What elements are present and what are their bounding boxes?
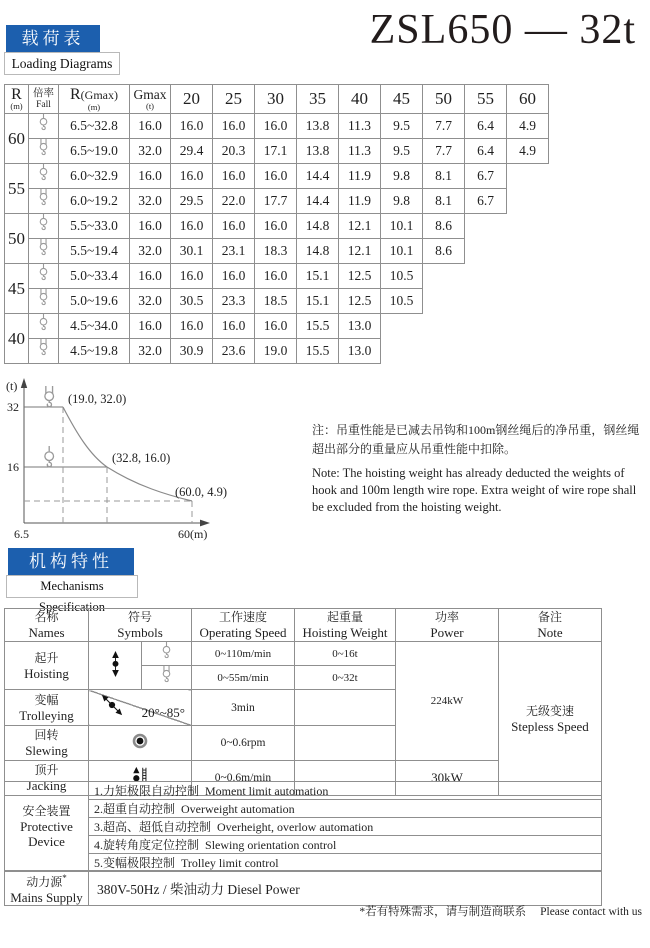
protective-row — [5, 818, 602, 836]
point-label-2: (32.8, 16.0) — [112, 451, 171, 465]
gmax-cell: 16.0 — [130, 314, 171, 339]
range-cell: 5.0~19.6 — [59, 289, 130, 314]
fall-cell — [29, 339, 59, 364]
fall-2-icon — [38, 264, 49, 284]
fall-2-icon — [38, 214, 49, 234]
value-cell: 8.6 — [423, 214, 465, 239]
value-cell: 8.1 — [423, 164, 465, 189]
col-header-20: 20 — [171, 85, 213, 114]
fall-cell — [29, 314, 59, 339]
value-cell: 8.1 — [423, 189, 465, 214]
radius-cell-55: 55 — [5, 164, 29, 214]
value-cell: 23.3 — [213, 289, 255, 314]
section-loading-title-cn: 载荷表 — [6, 25, 100, 52]
value-cell: 17.7 — [255, 189, 297, 214]
range-cell: 5.0~33.4 — [59, 264, 130, 289]
col-header-30: 30 — [255, 85, 297, 114]
jacking-power: 30kW — [396, 761, 499, 796]
footnote — [359, 903, 642, 919]
mech-header-row — [5, 609, 602, 642]
fall-4-icon — [161, 666, 172, 686]
protective-label-cell: 安全装置 Protective Device — [5, 782, 89, 872]
note-chinese: 注：吊重性能是已减去吊钩和100m钢丝绳后的净吊重，钢丝绳超出部分的重量应从吊重性能中扣除。 — [312, 423, 640, 456]
slewing-icon — [131, 732, 149, 750]
value-cell: 11.9 — [339, 189, 381, 214]
fall-4-icon — [38, 189, 49, 209]
note-english: Note: The hoisting weight has already deducted the weights of hook and 100m length wire rope. Extra weight of wire rope shall be excluded from the hoisting weight. — [312, 466, 637, 514]
trolleying-angle-label: 20°~85° — [141, 705, 185, 720]
value-cell: 14.8 — [297, 239, 339, 264]
value-cell: 13.8 — [297, 114, 339, 139]
col-header-55: 55 — [465, 85, 507, 114]
fall-cell — [29, 164, 59, 189]
value-cell: 9.8 — [381, 164, 423, 189]
protective-item-5: 5.变幅极限控制 Trolley limit control — [89, 854, 602, 872]
protective-row — [5, 782, 602, 800]
fall-cell — [29, 139, 59, 164]
fall-4-icon — [38, 239, 49, 259]
fall-cell — [29, 189, 59, 214]
fall-2-icon — [38, 314, 49, 334]
value-cell: 10.1 — [381, 239, 423, 264]
radius-cell-60: 60 — [5, 114, 29, 164]
value-cell: 4.9 — [507, 114, 549, 139]
value-cell: 4.9 — [507, 139, 549, 164]
y-axis-arrow-icon — [21, 378, 27, 388]
hoisting-arrows-icon — [109, 651, 122, 677]
mains-value: 380V-50Hz / 柴油动力 Diesel Power — [89, 871, 602, 906]
value-cell: 6.7 — [465, 189, 507, 214]
value-cell: 16.0 — [213, 314, 255, 339]
section-mechanisms-title-en: Mechanisms Specification — [6, 575, 138, 598]
value-cell: 29.4 — [171, 139, 213, 164]
jacking-speed: 0~0.6m/min — [192, 761, 295, 796]
value-cell: 8.6 — [423, 239, 465, 264]
gmax-cell: 32.0 — [130, 239, 171, 264]
void-cell — [381, 339, 549, 364]
mains-asterisk: * — [62, 873, 67, 883]
mechanisms-table — [4, 608, 602, 796]
slewing-symbol-cell — [89, 726, 192, 761]
value-cell: 30.1 — [171, 239, 213, 264]
value-cell: 15.5 — [297, 314, 339, 339]
value-cell: 11.3 — [339, 114, 381, 139]
value-cell: 7.7 — [423, 114, 465, 139]
value-cell: 13.8 — [297, 139, 339, 164]
value-cell: 10.5 — [381, 264, 423, 289]
loading-row-r40-fall2 — [5, 314, 549, 339]
value-cell: 17.1 — [255, 139, 297, 164]
value-cell: 13.0 — [339, 314, 381, 339]
trolleying-arrow-icon — [101, 694, 123, 721]
value-cell: 16.0 — [255, 264, 297, 289]
value-cell: 9.8 — [381, 189, 423, 214]
value-cell: 15.1 — [297, 289, 339, 314]
mains-supply-row — [5, 871, 602, 906]
fall-2-icon — [161, 642, 172, 662]
range-cell: 6.5~32.8 — [59, 114, 130, 139]
value-cell: 12.5 — [339, 289, 381, 314]
value-cell: 15.1 — [297, 264, 339, 289]
value-cell: 16.0 — [171, 264, 213, 289]
value-cell: 16.0 — [255, 214, 297, 239]
gmax-cell: 16.0 — [130, 114, 171, 139]
gmax-cell: 32.0 — [130, 139, 171, 164]
protective-row — [5, 800, 602, 818]
mech-row-hoisting-1 — [5, 642, 602, 666]
col-header-35: 35 — [297, 85, 339, 114]
value-cell: 18.5 — [255, 289, 297, 314]
mech-header-names: 名称 Names — [5, 609, 89, 642]
section-mechanisms-title-cn: 机构特性 — [8, 548, 134, 575]
void-cell — [465, 214, 549, 239]
note-cell: 无级变速 Stepless Speed — [499, 642, 602, 796]
value-cell: 30.9 — [171, 339, 213, 364]
value-cell: 19.0 — [255, 339, 297, 364]
mech-name-hoisting: 起升 Hoisting — [5, 642, 89, 690]
value-cell: 10.1 — [381, 214, 423, 239]
x-tick-end: 60(m) — [178, 527, 208, 541]
protective-item-1: 1.力矩极限自动控制 Moment limit automation — [89, 782, 602, 800]
fall-2-icon — [38, 114, 49, 134]
value-cell: 29.5 — [171, 189, 213, 214]
fall-4-icon — [45, 386, 54, 407]
value-cell: 12.1 — [339, 239, 381, 264]
loading-row-r40-fall4 — [5, 339, 549, 364]
value-cell: 9.5 — [381, 114, 423, 139]
loading-row-r50-fall2 — [5, 214, 549, 239]
trolleying-symbol-cell — [89, 690, 192, 726]
mains-supply-table — [4, 870, 602, 906]
hoisting-speed-2: 0~55m/min — [192, 666, 295, 690]
mech-header-power: 功率 Power — [396, 609, 499, 642]
value-cell: 16.0 — [255, 314, 297, 339]
gmax-cell: 16.0 — [130, 264, 171, 289]
void-cell — [507, 164, 549, 189]
mech-header-weight: 起重量 Hoisting Weight — [295, 609, 396, 642]
notes-block — [312, 421, 648, 516]
point-label-1: (19.0, 32.0) — [68, 392, 127, 406]
value-cell: 11.3 — [339, 139, 381, 164]
value-cell: 12.1 — [339, 214, 381, 239]
range-cell: 6.0~19.2 — [59, 189, 130, 214]
value-cell: 6.4 — [465, 139, 507, 164]
void-cell — [423, 289, 549, 314]
fall-4-icon — [38, 339, 49, 359]
protective-row — [5, 854, 602, 872]
value-cell: 16.0 — [255, 164, 297, 189]
loading-row-r50-fall4 — [5, 239, 549, 264]
protective-item-4: 4.旋转角度定位控制 Slewing orientation control — [89, 836, 602, 854]
col-header-25: 25 — [213, 85, 255, 114]
value-cell: 18.3 — [255, 239, 297, 264]
value-cell: 14.8 — [297, 214, 339, 239]
fall-2-icon — [45, 446, 54, 467]
value-cell: 16.0 — [171, 214, 213, 239]
y-tick-16: 16 — [7, 460, 19, 474]
loading-table-header-row — [5, 85, 549, 114]
loading-table-container — [4, 84, 549, 364]
radius-cell-40: 40 — [5, 314, 29, 364]
mech-header-speed: 工作速度 Operating Speed — [192, 609, 295, 642]
y-axis-unit-label: (t) — [6, 379, 18, 393]
y-tick-32: 32 — [7, 400, 19, 414]
loading-row-r60-fall4 — [5, 139, 549, 164]
range-cell: 5.5~33.0 — [59, 214, 130, 239]
hoisting-fall2-cell — [142, 642, 192, 666]
value-cell: 16.0 — [213, 214, 255, 239]
trolleying-weight — [295, 690, 396, 726]
value-cell: 10.5 — [381, 289, 423, 314]
footnote-en: Please contact with us — [540, 906, 642, 918]
point-label-3: (60.0, 4.9) — [175, 485, 228, 499]
mech-name-slewing: 回转 Slewing — [5, 726, 89, 761]
value-cell: 14.4 — [297, 189, 339, 214]
value-cell: 7.7 — [423, 139, 465, 164]
value-cell: 23.6 — [213, 339, 255, 364]
mech-header-note: 备注 Note — [499, 609, 602, 642]
loading-row-r45-fall4 — [5, 289, 549, 314]
value-cell: 6.7 — [465, 164, 507, 189]
hoisting-speed-1: 0~110m/min — [192, 642, 295, 666]
value-cell: 13.0 — [339, 339, 381, 364]
trolleying-speed: 3min — [192, 690, 295, 726]
void-cell — [381, 314, 549, 339]
value-cell: 9.5 — [381, 139, 423, 164]
protective-device-table — [4, 781, 602, 872]
value-cell: 12.5 — [339, 264, 381, 289]
fall-cell — [29, 239, 59, 264]
gmax-cell: 32.0 — [130, 189, 171, 214]
col-header-40: 40 — [339, 85, 381, 114]
value-cell: 20.3 — [213, 139, 255, 164]
page-title: ZSL650 — 32t — [369, 7, 636, 53]
mains-label-cell: 动力源* Mains Supply — [5, 871, 89, 906]
value-cell: 16.0 — [213, 164, 255, 189]
value-cell: 16.0 — [171, 114, 213, 139]
value-cell: 16.0 — [213, 264, 255, 289]
loading-row-r55-fall2 — [5, 164, 549, 189]
x-tick-start: 6.5 — [14, 527, 29, 541]
fall-cell — [29, 214, 59, 239]
col-header-gmax: Gmax (t) — [130, 85, 171, 114]
col-header-60: 60 — [507, 85, 549, 114]
range-cell: 4.5~19.8 — [59, 339, 130, 364]
footnote-cn: *若有特殊需求，请与制造商联系 — [359, 906, 527, 918]
protective-row — [5, 836, 602, 854]
section-loading-title-en: Loading Diagrams — [4, 52, 120, 75]
gmax-cell: 16.0 — [130, 214, 171, 239]
power-main-cell: 224kW — [396, 642, 499, 761]
value-cell: 16.0 — [171, 164, 213, 189]
value-cell: 16.0 — [213, 114, 255, 139]
hoisting-symbol-cell — [89, 642, 142, 690]
range-cell: 6.5~19.0 — [59, 139, 130, 164]
range-cell: 4.5~34.0 — [59, 314, 130, 339]
mech-name-trolleying: 变幅 Trolleying — [5, 690, 89, 726]
hoisting-weight-1: 0~16t — [295, 642, 396, 666]
fall-cell — [29, 264, 59, 289]
col-header-rgmax: R(Gmax) (m) — [59, 85, 130, 114]
void-cell — [465, 239, 549, 264]
mech-header-symbols: 符号 Symbols — [89, 609, 192, 642]
value-cell: 30.5 — [171, 289, 213, 314]
gmax-cell: 32.0 — [130, 339, 171, 364]
gmax-cell: 32.0 — [130, 289, 171, 314]
fall-4-icon — [38, 289, 49, 309]
loading-row-r55-fall4 — [5, 189, 549, 214]
x-axis-arrow-icon — [200, 520, 210, 527]
value-cell: 23.1 — [213, 239, 255, 264]
fall-cell — [29, 114, 59, 139]
mech-name-jacking: 顶升 Jacking — [5, 761, 89, 796]
protective-item-2: 2.超重自动控制 Overweight automation — [89, 800, 602, 818]
fall-cell — [29, 289, 59, 314]
loading-row-r45-fall2 — [5, 264, 549, 289]
loading-table — [4, 84, 549, 364]
protective-item-3: 3.超高、超低自动控制 Overheight, overlow automation — [89, 818, 602, 836]
void-cell — [423, 264, 549, 289]
gmax-cell: 16.0 — [130, 164, 171, 189]
col-header-50: 50 — [423, 85, 465, 114]
loading-row-r60-fall2 — [5, 114, 549, 139]
col-header-radius: R (m) — [5, 85, 29, 114]
fall-2-icon — [38, 164, 49, 184]
range-cell: 5.5~19.4 — [59, 239, 130, 264]
value-cell: 16.0 — [255, 114, 297, 139]
fall-4-icon — [38, 139, 49, 159]
hoisting-weight-2: 0~32t — [295, 666, 396, 690]
col-header-fall: 倍率 Fall — [29, 85, 59, 114]
radius-cell-50: 50 — [5, 214, 29, 264]
col-header-45: 45 — [381, 85, 423, 114]
hoisting-fall4-cell — [142, 666, 192, 690]
radius-cell-45: 45 — [5, 264, 29, 314]
void-cell — [507, 189, 549, 214]
slewing-speed: 0~0.6rpm — [192, 726, 295, 761]
value-cell: 16.0 — [171, 314, 213, 339]
load-curve-chart — [2, 372, 332, 550]
value-cell: 11.9 — [339, 164, 381, 189]
value-cell: 6.4 — [465, 114, 507, 139]
value-cell: 15.5 — [297, 339, 339, 364]
range-cell: 6.0~32.9 — [59, 164, 130, 189]
slewing-weight — [295, 726, 396, 761]
value-cell: 22.0 — [213, 189, 255, 214]
value-cell: 14.4 — [297, 164, 339, 189]
